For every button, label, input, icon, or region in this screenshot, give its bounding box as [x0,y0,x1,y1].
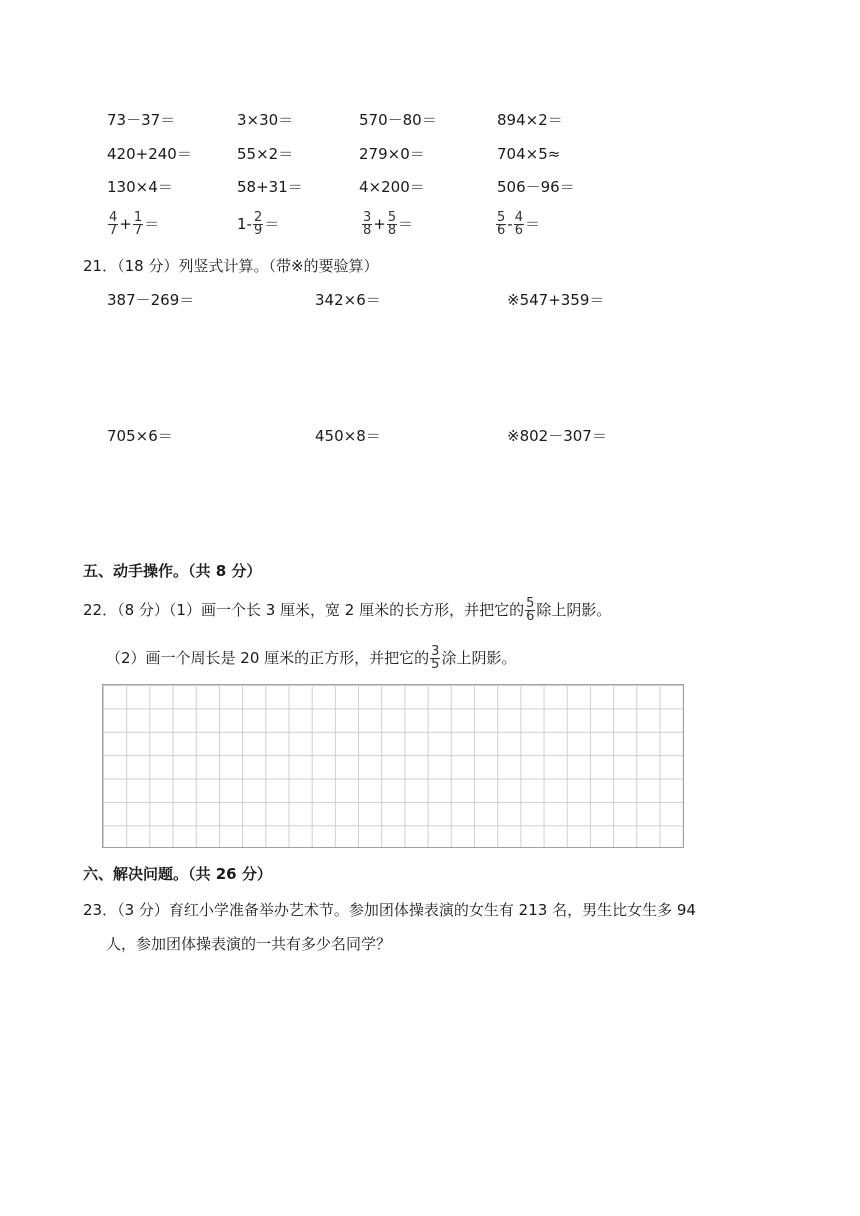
fraction: $\frac{1}{7}$ [133,210,143,238]
question-23-line-2: 人，参加团体操表演的一共有多少名同学？ [106,935,392,953]
fraction: $\frac{3}{8}$ [363,210,372,238]
section-6-title: 六、解决问题。（共 26 分） [83,865,272,883]
fraction: $\frac{2}{9}$ [253,210,263,238]
calc-item: 130×4＝ [107,178,173,196]
question-23-line-1: 23．（3 分）育红小学准备举办艺术节。参加团体操表演的女生有 213 名，男生比女生多 94 [83,901,696,919]
calc-item: 73－37＝ [107,111,176,129]
vertical-calc-item: 342×6＝ [315,291,381,309]
calc-item: 704×5≈ [497,145,561,163]
fraction: $\frac{5}{6}$ [497,210,506,238]
question-22-part-1: 22．（8 分）（1）画一个长 3 厘米，宽 2 厘米的长方形，并把它的 $\frac{5}{6}$ 除上阴影。 [83,596,612,624]
calc-item: 570－80＝ [359,111,437,129]
vertical-calc-item: 450×8＝ [315,427,381,445]
vertical-calc-item: 705×6＝ [107,427,173,445]
fraction: $\frac{4}{7}$ [109,210,118,238]
fraction: $\frac{5}{6}$ [526,596,535,624]
calc-item: 55×2＝ [237,145,294,163]
calc-item: 4×200＝ [359,178,425,196]
fraction: $\frac{4}{6}$ [514,210,523,238]
fraction-calc-item: $\frac{4}{7}$ + $\frac{1}{7}$ ＝ [109,210,160,238]
calc-item: 506－96＝ [497,178,575,196]
fraction-calc-item: $\frac{3}{8}$ + $\frac{5}{8}$ ＝ [363,210,414,238]
vertical-calc-item: ※547+359＝ [507,291,605,309]
question-22-part-2: （2）画一个周长是 20 厘米的正方形，并把它的 $\frac{3}{5}$ 涂上阴影。 [106,644,517,672]
fraction-calc-item: $\frac{5}{6}$ - $\frac{4}{6}$ ＝ [497,210,540,238]
vertical-calc-item: 387－269＝ [107,291,195,309]
fraction: $\frac{3}{5}$ [431,644,440,672]
fraction-calc-item: 1- $\frac{2}{9}$ ＝ [237,210,280,238]
calc-item: 58+31＝ [237,178,303,196]
section-5-title: 五、动手操作。（共 8 分） [83,562,262,580]
calc-item: 3×30＝ [237,111,294,129]
calc-item: 420+240＝ [107,145,192,163]
calc-item: 279×0＝ [359,145,425,163]
calc-item: 894×2＝ [497,111,563,129]
vertical-calc-item: ※802－307＝ [507,427,607,445]
drawing-grid [102,684,684,848]
question-21-title: 21．（18 分）列竖式计算。（带※的要验算） [83,257,379,275]
fraction: $\frac{5}{8}$ [387,210,397,238]
